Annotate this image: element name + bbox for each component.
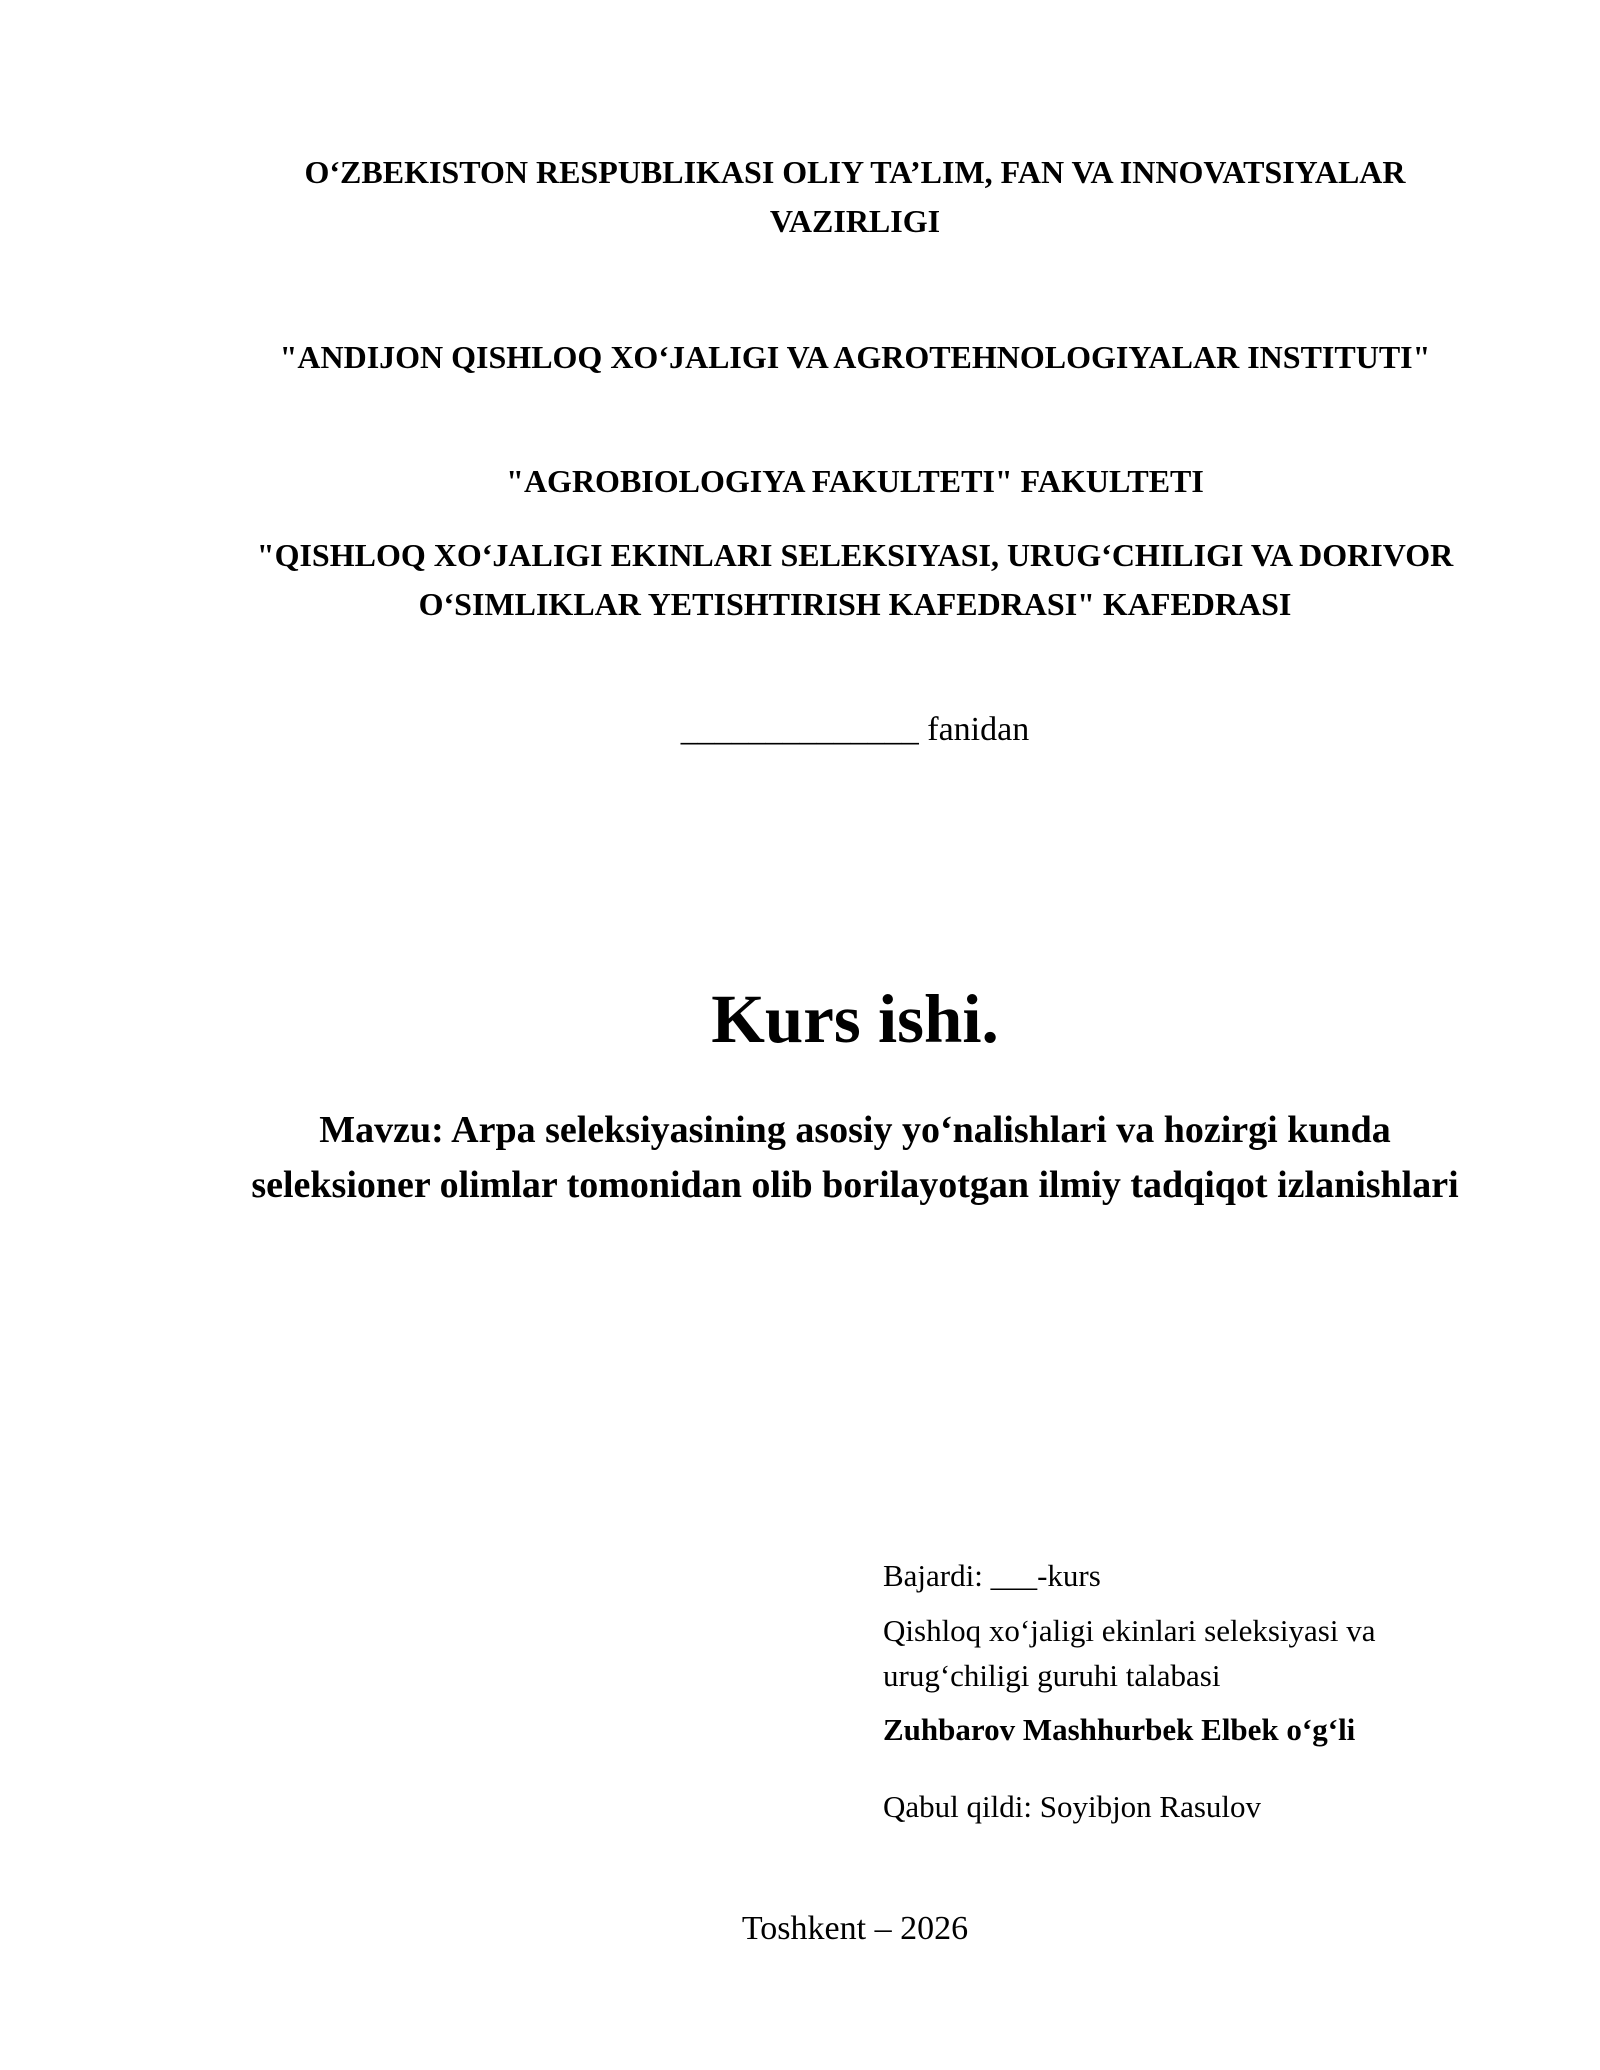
- faculty-heading: "AGROBIOLOGIYA FAKULTETI" FAKULTETI: [506, 463, 1204, 499]
- institute-heading: "ANDIJON QISHLOQ XO‘JALIGI VA AGROTEHNOLOGIYALAR INSTITUTI": [279, 339, 1431, 375]
- accepted-by: Qabul qildi: Soyibjon Rasulov: [883, 1789, 1262, 1824]
- ministry-heading: O‘ZBEKISTON RESPUBLIKASI OLIY TA’LIM, FAN VA INNOVATSIYALAR VAZIRLIGI: [304, 154, 1406, 239]
- student-name: Zuhbarov Mashhurbek Elbek o‘g‘li: [883, 1712, 1356, 1747]
- course-info: Bajardi: ___-kurs: [883, 1558, 1101, 1593]
- topic-text: Mavzu: Arpa seleksiyasining asosiy yo‘nalishlari va hozirgi kunda seleksioner olimlar tomonidan olib borilayotgan ilmiy tadqiqot izlanishlari: [251, 1109, 1459, 1206]
- subject-line: ______________ fanidan: [680, 711, 1030, 748]
- group-info: Qishloq xo‘jaligi ekinlari seleksiyasi va urug‘chiligi guruhi talabasi: [883, 1613, 1376, 1693]
- department-heading: "QISHLOQ XO‘JALIGI EKINLARI SELEKSIYASI, URUG‘CHILIGI VA DORIVOR O‘SIMLIKLAR YETISHTIRISH KAFEDRASI" KAFEDRASI: [256, 537, 1454, 622]
- document-title: Kurs ishi.: [711, 981, 999, 1057]
- city-year: Toshkent – 2026: [741, 1910, 969, 1947]
